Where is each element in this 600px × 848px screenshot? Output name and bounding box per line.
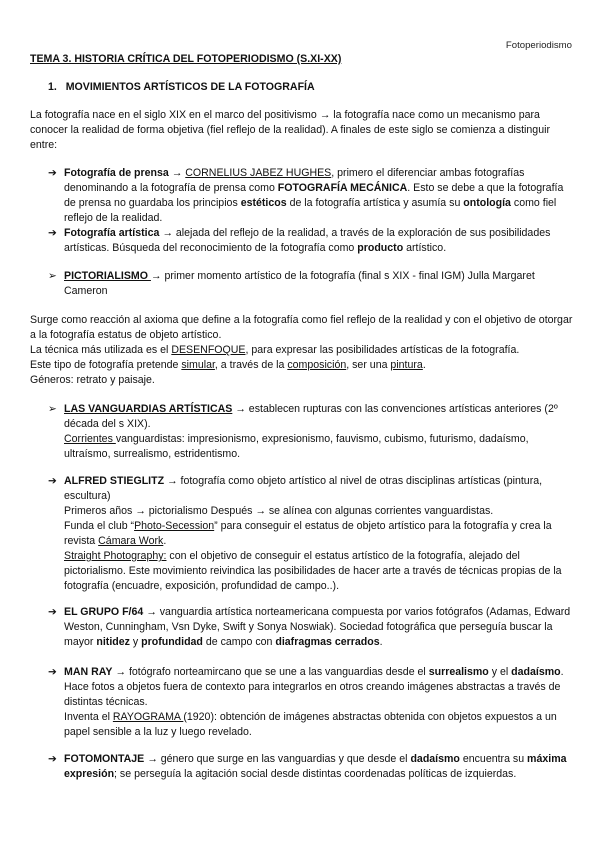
prensa-name: CORNELIUS JABEZ HUGHES (185, 167, 332, 179)
triangle-bullet-icon: ➢ (48, 270, 57, 282)
manray-label: MAN RAY (64, 666, 113, 678)
arrow-bullet-icon: ➔ (48, 753, 57, 765)
fotomontaje-label: FOTOMONTAJE (64, 753, 145, 765)
fotomontaje-text: FOTOMONTAJE → género que surge en las vanguardias y que desde el dadaísmo encuentra su máxima expresión; se perseguía la agitación social desde distintas coordenadas políticas de izquierdas. (64, 753, 567, 780)
arrow-bullet-icon: ➔ (48, 167, 57, 179)
triangle-bullet-icon: ➢ (48, 403, 57, 415)
arrow-bullet-icon: ➔ (48, 666, 57, 678)
list-item-f64 (48, 605, 575, 650)
section-heading (48, 80, 315, 95)
intro-paragraph: La fotografía nace en el siglo XIX en el marco del positivismo → la fotografía nace como un mecanismo para conocer la realidad de forma objetiva (fiel reflejo de la realidad). A finales de este siglo se comienza a distinguir entre: (30, 109, 550, 151)
section-number: 1. (48, 81, 57, 93)
list-item-pictorialismo (48, 269, 575, 299)
pictorialismo-label: PICTORIALISMO (64, 270, 151, 282)
list-item-manray (48, 665, 575, 740)
artistica-label: Fotografía artística (64, 227, 160, 239)
prensa-text: Fotografía de prensa → CORNELIUS JABEZ HUGHES, primero el diferenciar ambas fotografías denominando a la fotografía de prensa como FOTOGRAFÍA MECÁNICA. Esto se debe a que la fotografía de prensa no guardaba los principios estéticos de la fotografía artística y asumía su ontología como fiel reflejo de la realidad. (64, 167, 564, 224)
arrow-bullet-icon: ➔ (48, 475, 57, 487)
main-title: TEMA 3. HISTORIA CRÍTICA DEL FOTOPERIODISMO (S.XI-XX) (30, 53, 342, 65)
vanguardias-text: LAS VANGUARDIAS ARTÍSTICAS → establecen rupturas con las convenciones artísticas anteriores (2º década del s XIX). Corrientes vanguardistas: impresionismo, expresionismo, fauvismo, cubismo, futurismo, dadaísmo, ultraísmo, surrealismo, estridentismo. (64, 403, 558, 460)
pictorialismo-text: PICTORIALISMO → primer momento artístico de la fotografía (final s XIX - final IGM) Julla Margaret Cameron (64, 270, 535, 297)
artistica-text: Fotografía artística → alejada del reflejo de la realidad, a través de la exploración de sus posibilidades artísticas. Búsqueda del reconocimiento de la fotografía como producto artístico. (64, 227, 551, 254)
prensa-label: Fotografía de prensa (64, 167, 169, 179)
list-item-stieglitz (48, 474, 575, 594)
vanguardias-label: LAS VANGUARDIAS ARTÍSTICAS (64, 403, 233, 415)
section-title: MOVIMIENTOS ARTÍSTICOS DE LA FOTOGRAFÍA (65, 81, 315, 93)
pictorialismo-paragraph: Surge como reacción al axioma que define a la fotografía como fiel reflejo de la realidad y con el objetivo de otorgar a la fotografía estatus de objeto artístico. La técnica más utilizada es el DESENFOQUE, para expresar las posibilidades artísticas de la fotografía. Este tipo de fotografía pretende simular, a través de la composición, ser una pintura. Géneros: retrato y paisaje. (30, 314, 573, 386)
f64-text: EL GRUPO F/64 → vanguardia artística norteamericana compuesta por varios fotógrafos (Adamas, Edward Weston, Cunningham, Vsn Dyke, Swift y Sonya Noswiak). Sociedad fotográfica que perseguía buscar la mayor nitidez y profundidad de campo con diafragmas cerrados. (64, 606, 571, 648)
f64-label: EL GRUPO F/64 (64, 606, 144, 618)
page-header-label: Fotoperiodismo (505, 40, 572, 51)
stieglitz-label: ALFRED STIEGLITZ (64, 475, 165, 487)
list-item-fotomontaje (48, 752, 575, 782)
list-item-prensa (48, 166, 575, 226)
list-item-artistica (48, 226, 575, 256)
stieglitz-text: ALFRED STIEGLITZ → fotografía como objeto artístico al nivel de otras disciplinas artísticas (pintura, escultura) Primeros años → pictorialismo Después → se alínea con algunas corrientes vanguardistas. Funda el club “Photo-Secession” para conseguir el estatus de objeto artístico para la fotografía y crea la revista Cámara Work. Straight Photography: con el objetivo de conseguir el estatus artístico de la fotografía, alejado del pictorialismo. Este movimiento reivindica las posibilidades de hacer arte a través de técnicas propias de la fotografía (encuadre, exposición, profundidad de campo..). (64, 475, 562, 592)
arrow-bullet-icon: ➔ (48, 606, 57, 618)
list-item-vanguardias (48, 402, 575, 462)
manray-text: MAN RAY → fotógrafo norteamircano que se une a las vanguardias desde el surrealismo y el dadaísmo. Hace fotos a objetos fuera de contexto para integrarlos en otros creando imágenes abstractas a través de distintas técnicas. Inventa el RAYOGRAMA (1920): obtención de imágenes abstractas obtenida con objetos expuestos a un papel sensible a la luz y luego revelado. (64, 666, 564, 738)
arrow-bullet-icon: ➔ (48, 227, 57, 239)
